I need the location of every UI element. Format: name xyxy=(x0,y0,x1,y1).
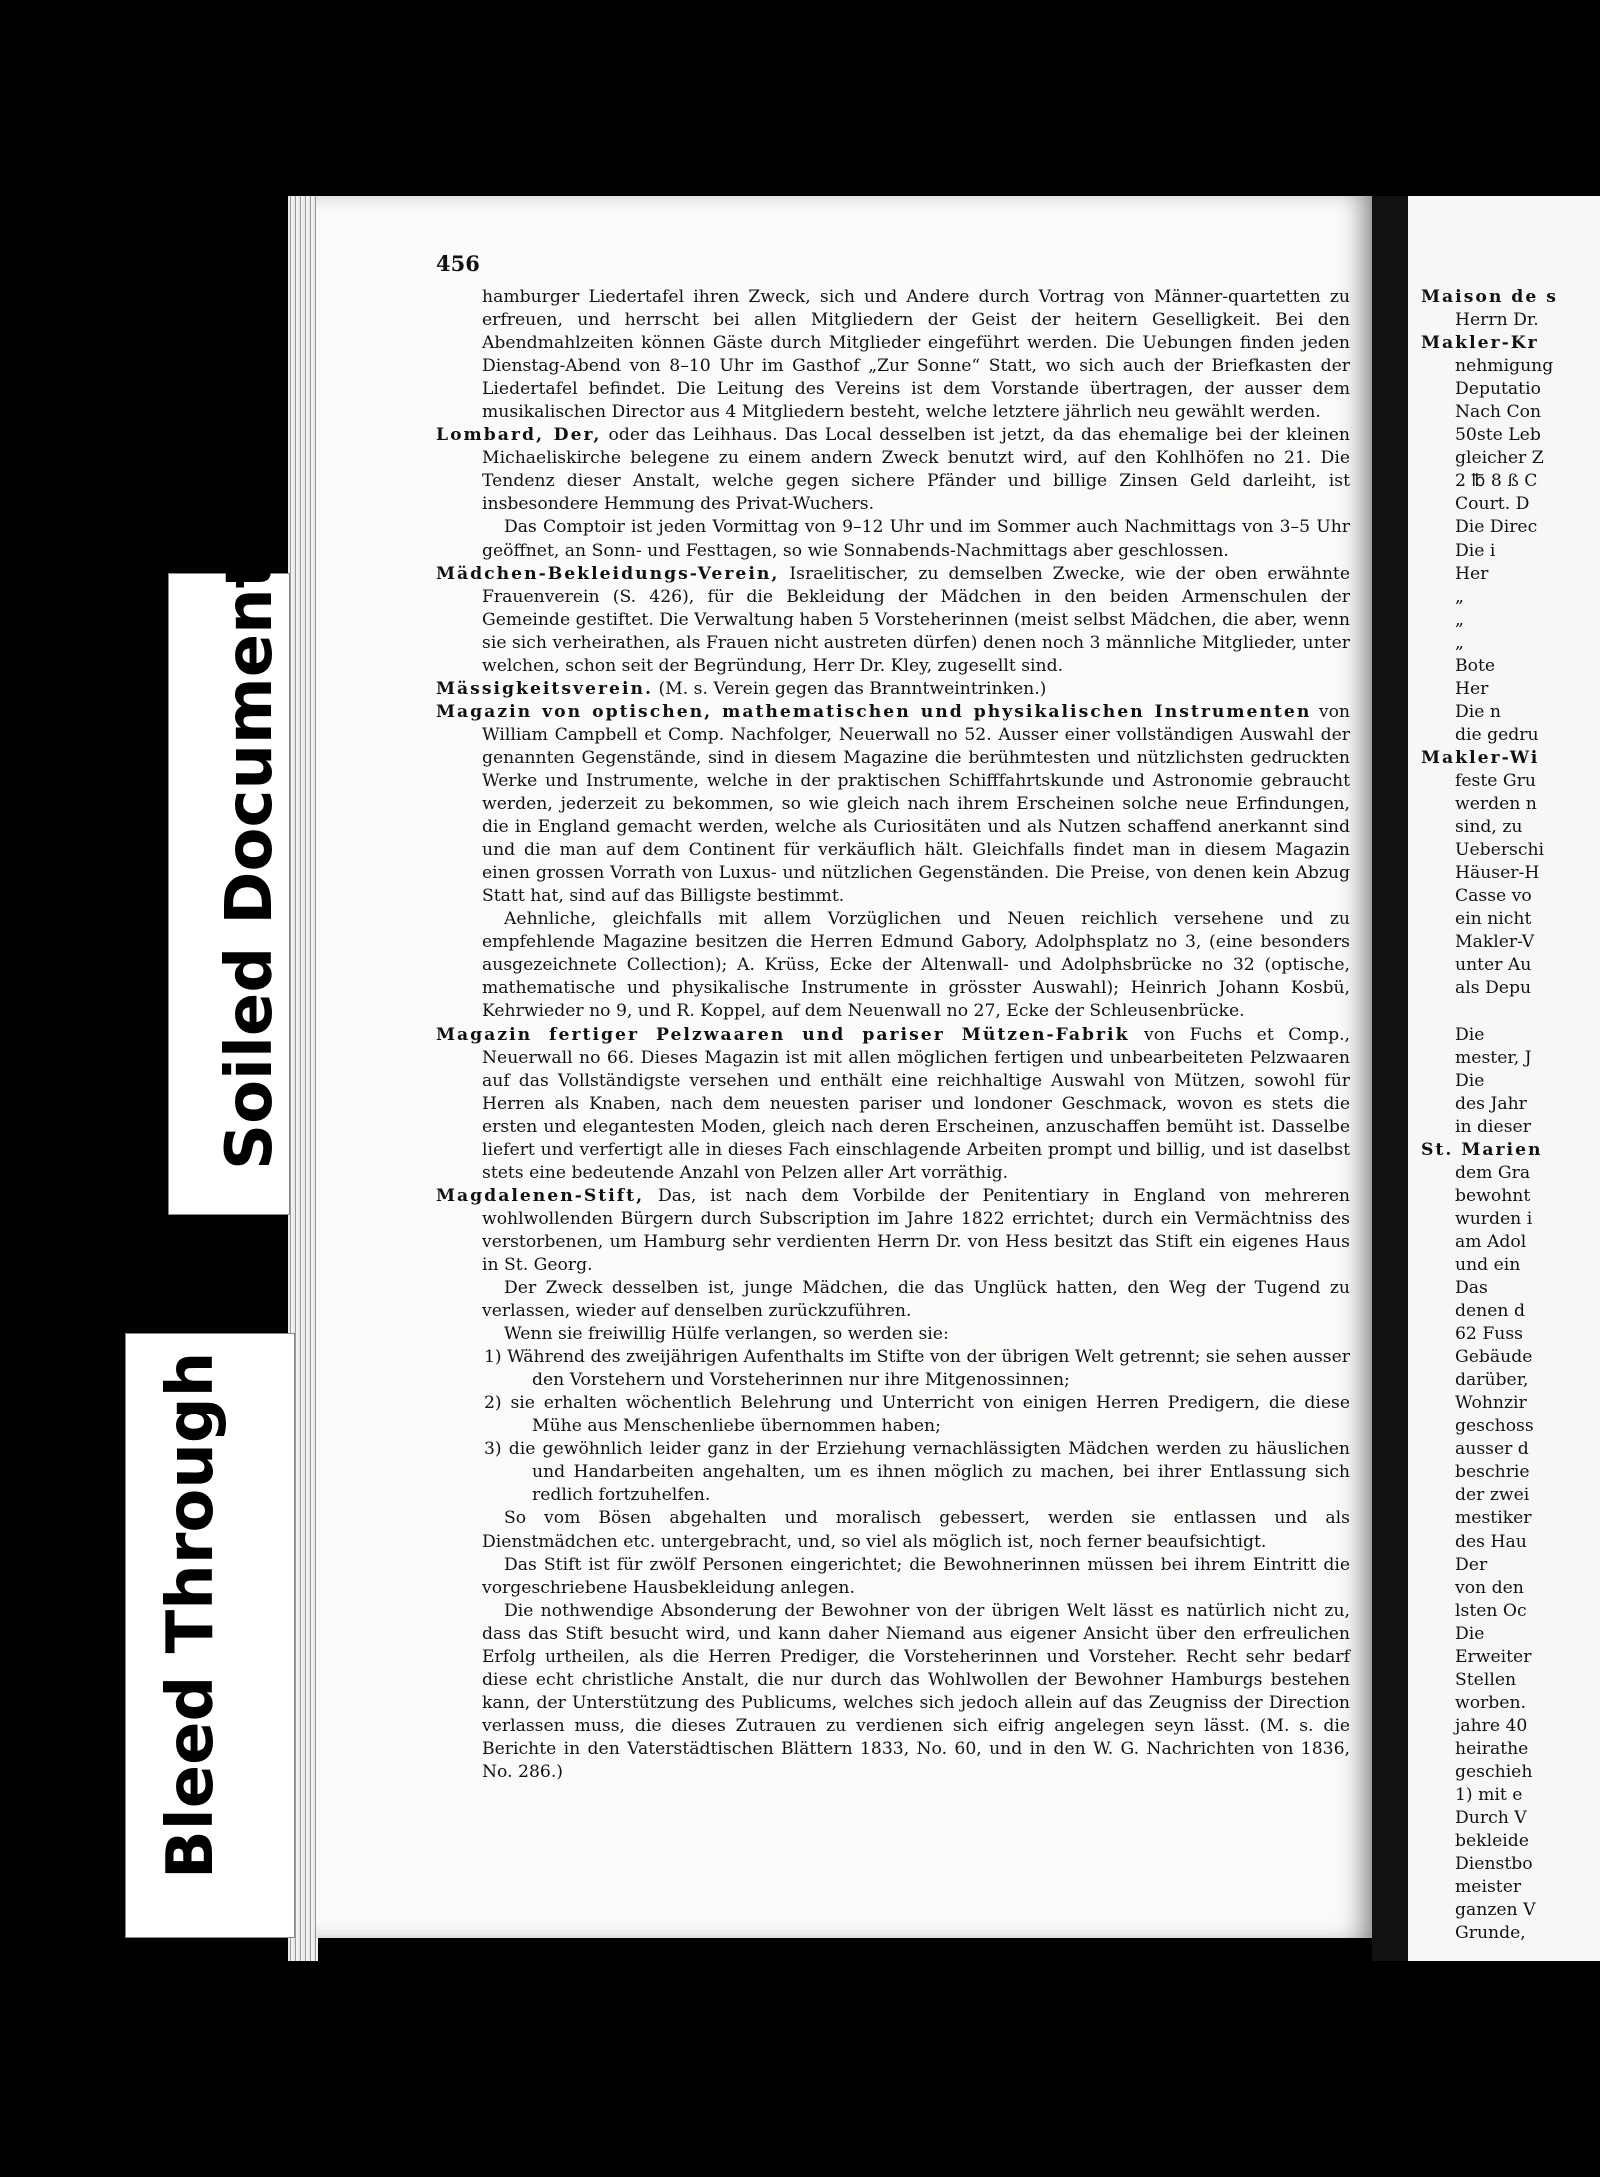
right-page-line: und ein xyxy=(1455,1254,1521,1275)
right-page-line: Die i xyxy=(1455,540,1496,561)
right-page-line: bekleide xyxy=(1455,1831,1529,1852)
right-page-line: geschoss xyxy=(1455,1416,1534,1437)
paragraph xyxy=(436,1185,1350,1277)
right-page-line: unter Au xyxy=(1455,955,1532,976)
paragraph xyxy=(436,1024,1350,1185)
right-page-line: 50ste Leb xyxy=(1455,425,1541,446)
paragraph xyxy=(436,1438,1350,1507)
right-page-line: des Jahr xyxy=(1455,1093,1527,1114)
right-page-line: „ xyxy=(1455,632,1464,653)
right-page-line xyxy=(1455,1000,1600,1023)
right-page-line: Wohnzir xyxy=(1455,1393,1527,1414)
right-page-line: Grunde, xyxy=(1455,1923,1526,1944)
right-page-line: beschrie xyxy=(1455,1462,1530,1483)
right-page-line: Die n xyxy=(1455,701,1501,722)
paragraph-text: Wenn sie freiwillig Hülfe verlangen, so werden sie: xyxy=(504,1324,949,1345)
right-page-line: werden n xyxy=(1455,794,1537,815)
right-page-line: als Depu xyxy=(1455,978,1532,999)
right-page-line: heirathe xyxy=(1455,1738,1529,1759)
paragraph-text: So vom Bösen abgehalten und moralisch gebessert, werden sie entlassen und als Dienstmädchen etc. untergebracht, und, so viel als möglich ist, noch ferner beaufsichtigt. xyxy=(482,1508,1350,1552)
entry-heading: Mädchen-Bekleidungs-Verein, xyxy=(436,563,780,584)
right-page-line: Her xyxy=(1455,563,1489,584)
right-page-line: Deputatio xyxy=(1455,379,1541,400)
right-page-line: meister xyxy=(1455,1877,1522,1898)
right-page-line: des Hau xyxy=(1455,1531,1527,1552)
right-page-text xyxy=(1421,286,1600,1945)
right-page-line: bewohnt xyxy=(1455,1185,1531,1206)
paragraph xyxy=(436,286,1350,424)
right-page-line: Maison de s xyxy=(1421,287,1558,307)
paragraph xyxy=(436,678,1350,701)
right-page-line: feste Gru xyxy=(1455,770,1536,791)
right-page-line: am Adol xyxy=(1455,1231,1527,1252)
soiled-document-tab xyxy=(168,557,290,1215)
right-page-line: die gedru xyxy=(1455,724,1539,745)
paragraph-text: Aehnliche, gleichfalls mit allem Vorzüglichen und Neuen reichlich versehene und zu empfehlende Magazine besitzen die Herren Edmund Gabory, Adolphsplatz no 3, (eine besonders ausgezeichnete Collection); A. Krüss, Ecke der Altenwall- und Adolphsbrücke no 32 (optische, mathematische und physikalische Instrumente in grösster Auswahl); Heinrich Johann Kosbü, Kehrwieder no 9, und R. Koppel, auf dem Neuenwall no 27, Ecke der Schleusenbrücke. xyxy=(482,909,1350,1022)
right-page-line: von den xyxy=(1455,1577,1524,1598)
paragraph xyxy=(436,1392,1350,1438)
right-page-line: Ueberschi xyxy=(1455,840,1545,861)
right-page-line: „ xyxy=(1455,609,1464,630)
right-page-line: Durch V xyxy=(1455,1808,1527,1829)
right-page-line: der zwei xyxy=(1455,1485,1530,1506)
right-page-line: Die xyxy=(1455,1024,1485,1045)
page-text xyxy=(436,286,1350,1784)
paragraph-text: von William Campbell et Comp. Nachfolger, Neuerwall no 52. Ausser einer vollständigen Auswahl der genannten Gegenstände, sind in diesem Magazine die berühmtesten und nützlichsten gedruckten Werke und Instrumente, welche in der praktischen Schifffahrtskunde und Astronomie gebraucht werden, jederzeit zu bekommen, so wie gleich nach ihrem Erscheinen solche neue Erfindungen, die in England gemacht werden, welche als Curiositäten und als Nutzen schaffend anerkannt sind und die man auf dem Continent für verkäuflich hält. Gleichfalls findet man in diesem Magazin einen grossen Vorrath von Luxus- und nützlichen Gegenständen. Die Preise, von denen kein Abzug Statt hat, sind auf das Billigste bestimmt. xyxy=(482,701,1350,907)
right-page-line: Dienstbo xyxy=(1455,1854,1533,1875)
right-page-line: Stellen xyxy=(1455,1669,1517,1690)
right-page-line: Her xyxy=(1455,678,1489,699)
bleed-through-label: Bleed Through xyxy=(154,1351,228,1879)
right-page-line: gleicher Z xyxy=(1455,448,1544,469)
right-page-line: Das xyxy=(1455,1278,1488,1299)
right-page-line: Bote xyxy=(1455,655,1496,676)
paragraph-text: Israelitischer, zu demselben Zwecke, wie der oben erwähnte Frauenverein (S. 426), für die Bekleidung der Mädchen in den beiden Armenschulen der Gemeinde gestiftet. Die Verwaltung haben 5 Vorsteherinnen (meist selbst Mädchen, die aber, wenn sie sich verheirathen, als Frauen nicht austreten dürfen) denen noch 3 männliche Mitglieder, unter welchen, schon seit der Begründung, Herr Dr. Kley, zugesellt sind. xyxy=(482,563,1350,676)
paragraph xyxy=(436,1507,1350,1553)
entry-heading: Magazin von optischen, mathematischen und physikalischen Instrumenten xyxy=(436,701,1312,722)
entry-heading: Magdalenen-Stift, xyxy=(436,1185,645,1206)
right-page-line: Die xyxy=(1455,1623,1485,1644)
paragraph xyxy=(436,563,1350,678)
page-number: 456 xyxy=(436,251,480,276)
right-page-line: Gebäude xyxy=(1455,1347,1533,1368)
right-page-line: Die xyxy=(1455,1070,1485,1091)
paragraph xyxy=(436,1600,1350,1784)
right-page-line: Casse vo xyxy=(1455,886,1532,907)
right-page-line: Erweiter xyxy=(1455,1646,1532,1667)
right-page-line: ein nicht xyxy=(1455,909,1532,930)
paragraph-text: oder das Leihhaus. Das Local desselben ist jetzt, da das ehemalige bei der kleinen Michaeliskirche belegene zu einem andern Zweck benutzt wird, auf den Kohlhöfen no 21. Die Tendenz dieser Anstalt, welche gegen sichere Pfänder und billige Zinsen Geld darleiht, ist insbesondere Hemmung des Privat-Wuchers. xyxy=(482,425,1351,515)
paragraph xyxy=(436,908,1350,1023)
paragraph xyxy=(436,516,1350,562)
right-page-line: St. Marien xyxy=(1421,1139,1543,1160)
right-page-line: Makler-Wi xyxy=(1421,747,1540,768)
right-page-line: Die Direc xyxy=(1455,517,1538,538)
right-page-line: denen d xyxy=(1455,1301,1525,1322)
right-page-line: wurden i xyxy=(1455,1208,1533,1229)
book-gutter xyxy=(1372,196,1408,1961)
paragraph xyxy=(436,701,1350,908)
entry-heading: Lombard, Der, xyxy=(436,425,602,446)
right-page-line: Häuser-H xyxy=(1455,863,1540,884)
paragraph-text: (M. s. Verein gegen das Branntweintrinken.) xyxy=(652,678,1047,699)
right-page-line: sind, zu xyxy=(1455,817,1523,838)
right-page-line: Makler-V xyxy=(1455,932,1535,953)
right-page-line: Der xyxy=(1455,1554,1488,1575)
paragraph-text: 2) sie erhalten wöchentlich Belehrung und Unterricht von einigen Herren Predigern, die diese Mühe aus Menschenliebe übernommen haben; xyxy=(484,1393,1350,1437)
paragraph-text: Das Stift ist für zwölf Personen eingerichtet; die Bewohnerinnen müssen bei ihrem Eintritt die vorgeschriebene Hausbekleidung anlegen. xyxy=(482,1554,1350,1598)
right-page-line: 1) mit e xyxy=(1455,1785,1523,1806)
paragraph-text: hamburger Liedertafel ihren Zweck, sich und Andere durch Vortrag von Männer-quartetten zu erfreuen, und herrscht bei allen Mitgliedern der Geist der heitern Geselligkeit. Bei den Abendmahlzeiten können Gäste durch Mitglieder eingeführt werden. Die Uebungen finden jeden Dienstag-Abend von 8–10 Uhr im Gasthof „Zur Sonne“ Statt, wo sich auch der Briefkasten der Liedertafel befindet. Die Leitung des Vereins ist dem Vorstande übertragen, der ausser dem musikalischen Director aus 4 Mitgliedern besteht, welche letztere jährlich neu gewählt werden. xyxy=(482,287,1350,423)
right-page-line: Makler-Kr xyxy=(1421,333,1539,354)
entry-heading: Magazin fertiger Pelzwaaren und pariser Mützen-Fabrik xyxy=(436,1024,1130,1045)
soiled-document-label: Soiled Document xyxy=(213,557,287,1170)
right-page-line: Herrn Dr. xyxy=(1455,310,1539,331)
right-page-line: 62 Fuss xyxy=(1455,1324,1523,1345)
paragraph xyxy=(436,1554,1350,1600)
paragraph-text: Der Zweck desselben ist, junge Mädchen, die das Unglück hatten, den Weg der Tugend zu verlassen, wieder auf denselben zurückzuführen. xyxy=(482,1278,1350,1322)
paragraph xyxy=(436,1346,1350,1392)
right-page-line: Court. D xyxy=(1455,494,1530,515)
right-page-line: in dieser xyxy=(1455,1116,1531,1137)
right-page-line: ganzen V xyxy=(1455,1900,1536,1921)
right-page-line: dem Gra xyxy=(1455,1162,1531,1183)
paragraph xyxy=(436,1323,1350,1346)
right-page-line: darüber, xyxy=(1455,1370,1529,1391)
paragraph xyxy=(436,424,1350,516)
right-page-line: nehmigung xyxy=(1455,356,1554,377)
paragraph-text: Das Comptoir ist jeden Vormittag von 9–12 Uhr und im Sommer auch Nachmittags von 3–5 Uhr geöffnet, an Sonn- und Festtagen, so wie Sonnabends-Nachmittags aber geschlossen. xyxy=(482,517,1350,561)
bleed-through-tab xyxy=(125,1333,295,1938)
paragraph-text: von Fuchs et Comp., Neuerwall no 66. Dieses Magazin ist mit allen möglichen fertigen und unbearbeiteten Pelzwaaren auf das Vollständigste versehen und enthält eine reichhaltige Auswahl von Mützen, sowohl für Herren als Knaben, nach dem neuesten pariser und londoner Geschmack, wovon es stets die ersten und elegantesten Moden, gleich nach deren Erscheinen, anzuschaffen bemüht ist. Dasselbe liefert und verfertigt alle in dieses Fach einschlagende Arbeiten prompt und billig, und ist daselbst stets eine bedeutende Anzahl von Pelzen aller Art vorräthig. xyxy=(482,1024,1350,1183)
paragraph xyxy=(436,1277,1350,1323)
right-page-line: 2 ℔ 8 ß C xyxy=(1455,471,1538,492)
paragraph-text: Das, ist nach dem Vorbilde der Penitentiary in England von mehreren wohlwollenden Bürgern durch Subscription im Jahre 1822 errichtet; durch ein Vermächtniss des verstorbenen, um Hamburg sehr verdienten Herrn Dr. von Hess besitzt das Stift ein eigenes Haus in St. Georg. xyxy=(482,1185,1350,1275)
right-page-line: worben. xyxy=(1455,1692,1526,1713)
right-page-line: ausser d xyxy=(1455,1439,1529,1460)
right-page-line: „ xyxy=(1455,586,1464,607)
right-page-line: jahre 40 xyxy=(1455,1715,1528,1736)
right-page-line: mester, J xyxy=(1455,1047,1532,1068)
top-binding-strip xyxy=(1340,0,1376,200)
right-page-line: geschieh xyxy=(1455,1762,1533,1782)
paragraph-text: Die nothwendige Absonderung der Bewohner von der übrigen Welt lässt es natürlich nicht zu, dass das Stift besucht wird, und kann daher Niemand aus eigener Ansicht über den erfreulichen Erfolg urtheilen, als die Herren Prediger, die Vorsteherinnen und Vorsteher. Recht sehr bedarf diese echt christliche Anstalt, die nur durch das Wohlwollen der Bewohner Hamburgs bestehen kann, der Unterstützung des Publicums, welches sich jedoch allein auf das Zeugniss der Direction verlassen muss, die dieses Zutrauen zu verdienen sich eifrig angelegen seyn lässt. (M. s. die Berichte in den Vaterstädtischen Blättern 1833, No. 60, und in den W. G. Nachrichten von 1836, No. 286.) xyxy=(482,1600,1350,1782)
paragraph-text: 3) die gewöhnlich leider ganz in der Erziehung vernachlässigten Mädchen werden zu häuslichen und Handarbeiten angehalten, um es ihnen möglich zu machen, bei ihrer Entlassung sich redlich fortzuhelfen. xyxy=(484,1439,1350,1506)
paragraph-text: 1) Während des zweijährigen Aufenthalts im Stifte von der übrigen Welt getrennt; sie sehen ausser den Vorstehern und Vorsteherinnen nur ihre Mitgenossinnen; xyxy=(484,1347,1350,1391)
right-page-line: lsten Oc xyxy=(1455,1600,1527,1621)
right-page-line: mestiker xyxy=(1455,1508,1532,1529)
right-page-line: Nach Con xyxy=(1455,402,1542,423)
entry-heading: Mässigkeitsverein. xyxy=(436,678,653,699)
